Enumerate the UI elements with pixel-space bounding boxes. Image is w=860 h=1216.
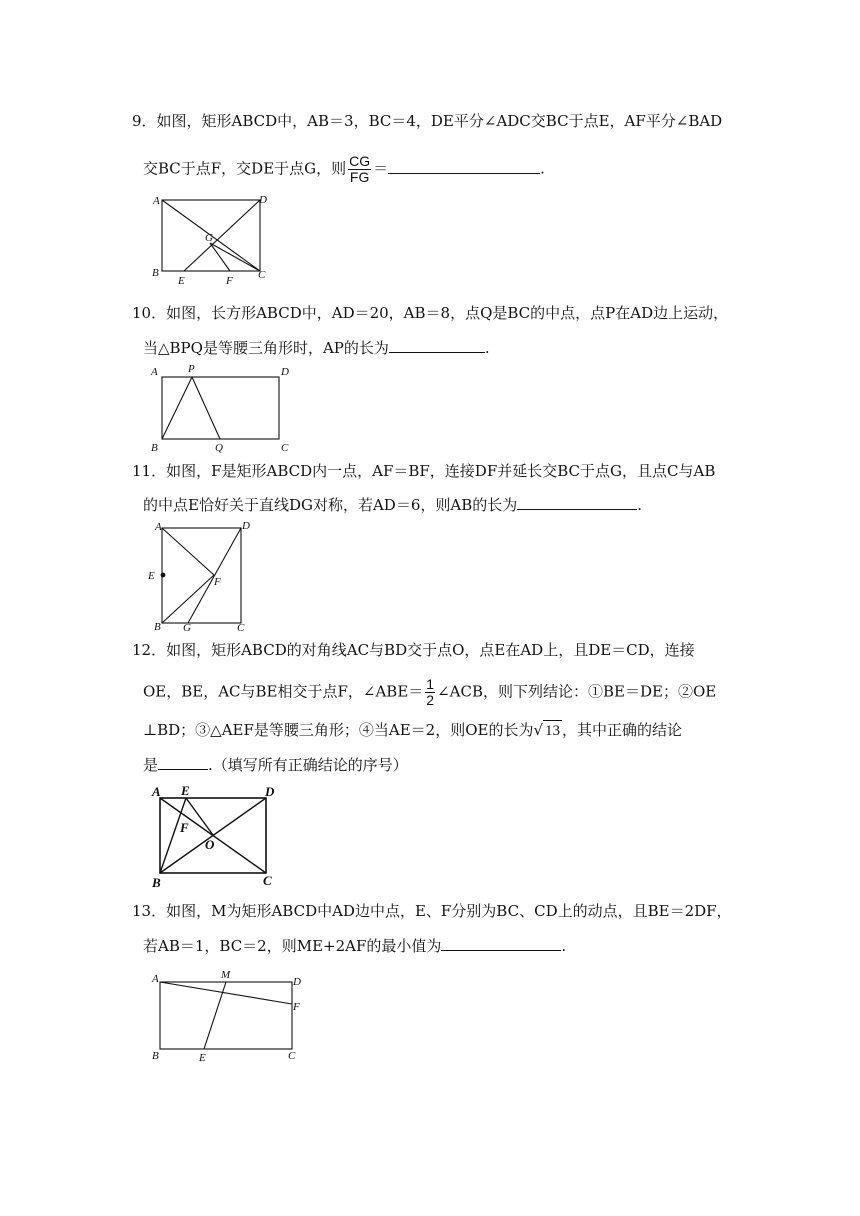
q9-number: 9． (132, 112, 157, 130)
q9-label-C: C (258, 269, 266, 281)
q12-label-C: C (263, 873, 272, 888)
q10-label-B: B (151, 442, 158, 454)
q9-text-line2-post: ＝ (373, 159, 389, 178)
q13-line-AF (160, 982, 292, 1004)
q13-text-line2: 若AB＝1，BC＝2，则ME+2AF的最小值为 (143, 937, 442, 955)
q10-label-A: A (151, 366, 158, 378)
q11-number: 11． (132, 462, 167, 480)
q13-figure (148, 968, 308, 1064)
q10-answer-blank[interactable] (389, 338, 485, 353)
q9-label-G: G (205, 232, 213, 244)
q9-label-B: B (152, 267, 159, 279)
q11-label-C: C (237, 622, 245, 634)
q9-text-line1: 如图，矩形ABCD中，AB＝3，BC＝4，DE平分∠ADC交BC于点E，AF平分∠BAD (156, 112, 723, 130)
q13-label-D: D (293, 976, 301, 988)
q10-line2 (143, 338, 490, 358)
q9-fraction (348, 154, 371, 185)
q13-line2 (143, 936, 566, 956)
q12-line-EO (186, 798, 213, 835)
q12-fraction (425, 677, 435, 708)
q12-label-O: O (205, 837, 215, 852)
q12-number: 12． (132, 641, 167, 659)
q12-text-line2-post: ∠ACB，则下列结论：①BE＝DE；②OE (437, 682, 717, 701)
q12-text-line1: 如图，矩形ABCD的对角线AC与BD交于点O，点E在AD上，且DE＝CD，连接 (166, 641, 695, 659)
q12-line1 (132, 640, 695, 660)
q9-line2 (143, 154, 545, 185)
q11-rectangle (162, 528, 241, 623)
q12-line3 (143, 720, 682, 741)
q9-label-D: D (259, 194, 267, 206)
q12-answer-blank[interactable] (158, 755, 208, 770)
q12-line4 (143, 755, 408, 775)
q10-text-line2: 当△BPQ是等腰三角形时，AP的长为 (143, 339, 389, 357)
q13-rectangle (160, 982, 292, 1049)
q11-label-F: F (214, 576, 221, 588)
q10-label-D: D (281, 366, 289, 378)
q10-figure (148, 362, 298, 457)
q11-line1 (132, 461, 715, 481)
q9-period: . (540, 159, 545, 178)
q11-line-BF (162, 575, 214, 623)
q12-figure (150, 782, 285, 892)
q9-answer-blank[interactable] (388, 159, 540, 174)
q11-label-E: E (148, 570, 155, 582)
q9-label-E: E (178, 275, 185, 287)
q9-line1 (132, 111, 722, 131)
q12-line2 (143, 677, 716, 708)
q9-frac-num: CG (349, 153, 371, 169)
q12-text-line3-post: ，其中正确的结论 (562, 721, 683, 739)
q11-period: . (637, 496, 642, 514)
q9-figure (150, 190, 280, 285)
q9-line-GC (210, 243, 260, 271)
q10-number: 10． (132, 304, 167, 322)
q11-line2 (143, 495, 642, 515)
q13-label-E: E (199, 1052, 206, 1064)
q10-label-Q: Q (215, 442, 223, 454)
q12-label-D: D (265, 784, 275, 799)
q12-radical-icon: √ (533, 721, 544, 739)
q12-sqrt-value: 13 (543, 720, 562, 741)
q13-label-M: M (221, 969, 231, 981)
q11-text-line2: 的中点E恰好关于直线DG对称，若AD＝6，则AB的长为 (143, 496, 518, 514)
q11-label-B: B (154, 621, 161, 633)
q10-line-PQ (192, 377, 220, 439)
q13-label-B: B (152, 1050, 159, 1062)
q10-line-BP (162, 377, 192, 439)
q12-label-B: B (152, 875, 161, 890)
q10-period: . (484, 339, 490, 357)
q10-rectangle (162, 377, 279, 439)
q10-line1 (132, 303, 728, 323)
q12-text-line2-pre: OE，BE，AC与BE相交于点F，∠ABE＝ (143, 682, 424, 701)
q10-text-line1: 如图，长方形ABCD中，AD＝20，AB＝8，点Q是BC的中点，点P在AD边上运动， (166, 304, 729, 322)
q9-text-line2-pre: 交BC于点F，交DE于点G，则 (143, 159, 347, 178)
q12-text-line4-post: .（填写所有正确结论的序号） (208, 756, 408, 774)
q11-text-line1: 如图，F是矩形ABCD内一点，AF＝BF，连接DF并延长交BC于点G，且点C与AB (166, 462, 716, 480)
q9-label-A: A (153, 195, 160, 207)
q13-line1 (132, 901, 732, 921)
q12-line-BE (160, 798, 186, 873)
q10-label-C: C (281, 442, 289, 454)
q9-label-F: F (226, 275, 233, 287)
q11-label-G: G (183, 622, 191, 634)
q13-answer-blank[interactable] (441, 936, 561, 951)
q9-frac-den: FG (349, 169, 370, 185)
q11-label-D: D (242, 520, 250, 532)
q12-text-line3-pre: ⊥BD；③△AEF是等腰三角形；④当AE＝2，则OE的长为 (143, 721, 534, 739)
q13-label-A: A (152, 973, 159, 985)
q12-frac-den: 2 (426, 692, 435, 708)
q13-line-ME (204, 982, 226, 1049)
q12-label-F: F (180, 820, 189, 835)
q12-label-E: E (181, 783, 190, 798)
q13-label-F: F (293, 1001, 300, 1013)
q13-period: . (561, 937, 567, 955)
q11-answer-blank[interactable] (517, 495, 637, 510)
q11-label-A: A (155, 521, 162, 533)
q10-label-P: P (188, 363, 195, 375)
q13-number: 13． (132, 902, 167, 920)
q13-label-C: C (288, 1050, 296, 1062)
q11-point-E (161, 573, 166, 578)
q11-line-AF (162, 528, 214, 575)
q12-frac-num: 1 (426, 676, 435, 692)
q12-label-A: A (152, 784, 161, 799)
q11-figure (146, 518, 256, 633)
q12-text-line4-pre: 是 (143, 756, 159, 774)
q13-text-line1: 如图，M为矩形ABCD中AD边中点，E、F分别为BC、CD上的动点，且BE＝2DF， (166, 902, 732, 920)
